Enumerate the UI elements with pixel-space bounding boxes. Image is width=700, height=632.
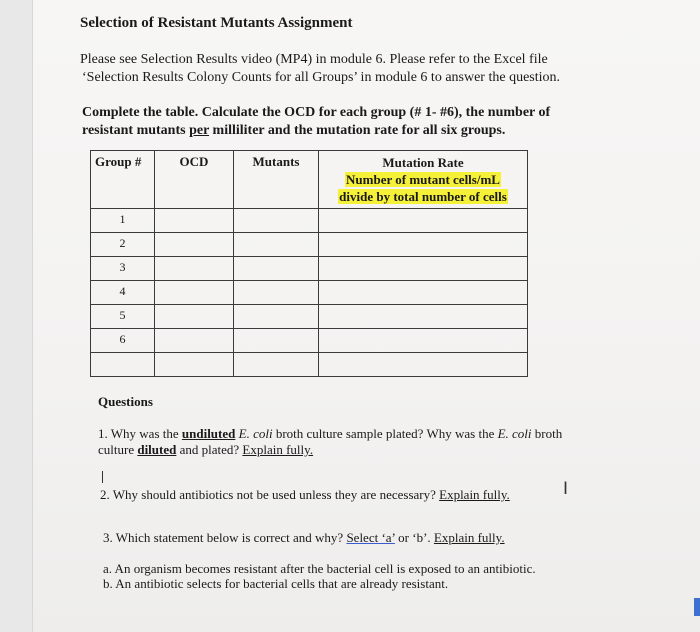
- rate-cell[interactable]: [319, 353, 528, 377]
- group-cell: [91, 353, 155, 377]
- task-line-2: resistant mutants per milliliter and the mutation rate for all six groups.: [82, 123, 506, 138]
- question-1-line-1: 1. Why was the undiluted E. coli broth culture sample plated? Why was the E. coli broth: [98, 426, 563, 441]
- text-cursor-icon: I: [563, 479, 569, 499]
- ocd-cell[interactable]: [155, 329, 234, 353]
- table-row: [91, 257, 528, 281]
- mutants-cell[interactable]: [234, 353, 319, 377]
- mutants-cell[interactable]: [234, 233, 319, 257]
- ocd-cell[interactable]: [155, 209, 234, 233]
- text-caret: [102, 471, 103, 483]
- header-mutation-rate: [319, 151, 528, 209]
- group-cell: 5: [91, 305, 155, 329]
- mutants-cell[interactable]: [234, 281, 319, 305]
- group-cell: 3: [91, 257, 155, 281]
- task-line-1: Complete the table. Calculate the OCD for each group (# 1- #6), the number of: [82, 105, 551, 120]
- mutation-rate-note-1: Number of mutant cells/mL: [346, 172, 500, 187]
- intro-line-2: ‘Selection Results Colony Counts for all Groups’ in module 6 to answer the question.: [82, 70, 561, 85]
- header-mutants: Mutants: [234, 151, 319, 209]
- questions-heading: Questions: [98, 394, 153, 409]
- table-row: [91, 305, 528, 329]
- page-edge-marker: [694, 598, 700, 616]
- rate-cell[interactable]: [319, 209, 528, 233]
- table-row: [91, 281, 528, 305]
- group-cell: 6: [91, 329, 155, 353]
- question-1-line-2: culture diluted and plated? Explain fully.: [98, 442, 314, 457]
- ocd-cell[interactable]: [155, 305, 234, 329]
- ocd-cell[interactable]: [155, 257, 234, 281]
- header-ocd: OCD: [155, 151, 234, 209]
- table-row: [91, 209, 528, 233]
- group-cell: 2: [91, 233, 155, 257]
- rate-cell[interactable]: [319, 329, 528, 353]
- option-b: b. An antibiotic selects for bacterial cells that are already resistant.: [103, 576, 449, 591]
- rate-cell[interactable]: [319, 281, 528, 305]
- table-row: [91, 329, 528, 353]
- rate-cell[interactable]: [319, 233, 528, 257]
- question-2: 2. Why should antibiotics not be used unless they are necessary? Explain fully.: [100, 487, 510, 502]
- group-cell: 1: [91, 209, 155, 233]
- mutation-rate-title: Mutation Rate: [382, 155, 464, 170]
- ocd-cell[interactable]: [155, 281, 234, 305]
- table-header-row: [91, 151, 528, 209]
- option-a: a. An organism becomes resistant after the bacterial cell is exposed to an antibiotic.: [103, 561, 536, 576]
- mutation-rate-note-2: divide by total number of cells: [339, 189, 507, 204]
- mutants-cell[interactable]: [234, 305, 319, 329]
- explain-fully-link: Explain fully.: [242, 442, 314, 457]
- mutants-cell[interactable]: [234, 257, 319, 281]
- header-group: Group #: [91, 151, 155, 209]
- rate-cell[interactable]: [319, 305, 528, 329]
- mutants-cell[interactable]: [234, 209, 319, 233]
- table-row: [91, 233, 528, 257]
- results-table: [90, 150, 528, 377]
- group-cell: 4: [91, 281, 155, 305]
- table-row: [91, 353, 528, 377]
- mutants-cell[interactable]: [234, 329, 319, 353]
- ocd-cell[interactable]: [155, 233, 234, 257]
- question-3: 3. Which statement below is correct and why? Select ‘a’ or ‘b’. Explain fully.: [103, 530, 505, 545]
- ocd-cell[interactable]: [155, 353, 234, 377]
- rate-cell[interactable]: [319, 257, 528, 281]
- intro-line-1: Please see Selection Results video (MP4) in module 6. Please refer to the Excel file: [80, 52, 548, 67]
- page-title: Selection of Resistant Mutants Assignment: [80, 15, 353, 31]
